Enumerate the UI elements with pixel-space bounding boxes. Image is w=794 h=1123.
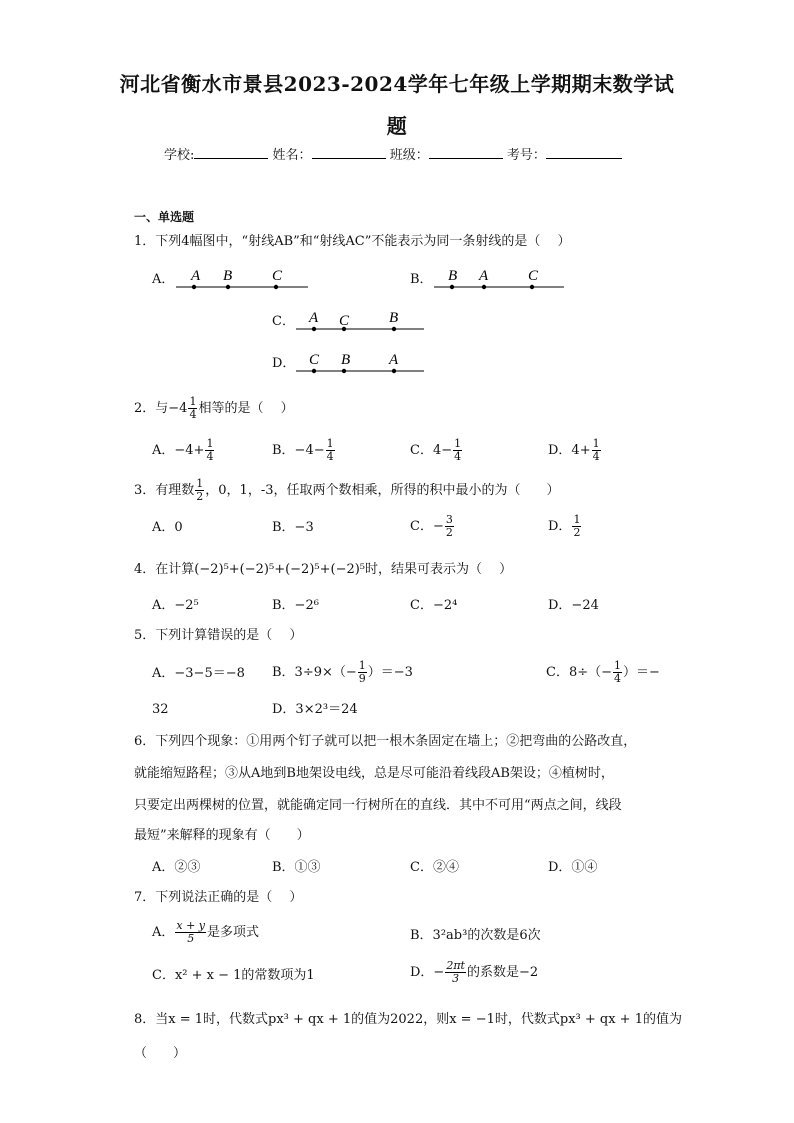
exam-no-label: 考号： bbox=[506, 148, 546, 163]
point-label: C bbox=[528, 268, 539, 284]
point-label: B bbox=[448, 268, 458, 284]
q4-option-a[interactable]: A．−2⁵ bbox=[152, 598, 199, 613]
q3-option-d[interactable]: D． $\frac{1}{2}$ bbox=[548, 513, 581, 539]
point-label: A bbox=[191, 268, 201, 284]
q2-option-d[interactable]: D．4+ $\frac{1}{4}$ bbox=[548, 437, 600, 463]
question-6-line4: 最短”来解释的现象有（ ） bbox=[134, 828, 310, 843]
q1-option-c-figure bbox=[296, 304, 428, 336]
q6-option-a[interactable]: A．②③ bbox=[152, 860, 201, 875]
question-6-line3: 只要定出两棵树的位置，就能确定同一行树所在的直线．其中不可用“两点之间，线段 bbox=[134, 798, 622, 813]
point-label: A bbox=[479, 268, 489, 284]
q5-option-a[interactable]: A．−3−5＝−8 bbox=[152, 666, 245, 681]
question-6-line1: 6．下列四个现象：①用两个钉子就可以把一根木条固定在墙上；②把弯曲的公路改直， bbox=[134, 734, 637, 749]
exam-no-field[interactable] bbox=[546, 146, 622, 159]
student-info bbox=[164, 146, 622, 164]
point-dot bbox=[342, 369, 346, 373]
question-5-stem: 5．下列计算错误的是（ ） bbox=[134, 628, 303, 643]
point-label: A bbox=[309, 310, 319, 326]
point-label: A bbox=[389, 352, 399, 368]
q4-option-c[interactable]: C．−2⁴ bbox=[410, 598, 458, 613]
point-dot bbox=[530, 285, 534, 289]
page-title-cont: 题 bbox=[386, 114, 408, 138]
class-field[interactable] bbox=[429, 146, 503, 159]
point-dot bbox=[482, 285, 486, 289]
point-dot bbox=[312, 369, 316, 373]
q2-option-a[interactable]: A．−4+ $\frac{1}{4}$ bbox=[152, 437, 214, 463]
q5-option-b[interactable]: B．3÷9×（− $\frac{1}{9}$ ）＝−3 bbox=[272, 659, 413, 685]
school-field[interactable] bbox=[194, 146, 268, 159]
q6-option-b[interactable]: B．①③ bbox=[272, 860, 321, 875]
point-dot bbox=[312, 327, 316, 331]
question-8-line2: （ ） bbox=[134, 1046, 187, 1061]
q5-option-d[interactable]: D．3×2³＝24 bbox=[272, 702, 358, 717]
q7-option-c[interactable]: C．x² + x − 1的常数项为1 bbox=[152, 968, 315, 983]
question-7-stem: 7．下列说法正确的是（ ） bbox=[134, 890, 303, 905]
name-label: 姓名： bbox=[272, 148, 312, 163]
q6-option-c[interactable]: C．②④ bbox=[410, 860, 459, 875]
point-dot bbox=[274, 285, 278, 289]
name-field[interactable] bbox=[312, 146, 386, 159]
q5-option-c-cont: 32 bbox=[152, 702, 169, 717]
point-label: B bbox=[223, 268, 233, 284]
q1-option-a-figure bbox=[176, 262, 311, 294]
question-4-stem: 4．在计算(−2)⁵+(−2)⁵+(−2)⁵+(−2)⁵时，结果可表示为（ ） bbox=[134, 562, 513, 577]
q1-option-b-label[interactable]: B． bbox=[410, 272, 433, 287]
point-label: C bbox=[339, 313, 350, 329]
q7-option-d[interactable]: D．− $\frac{2\pi t}{3}$ 的系数是−2 bbox=[410, 959, 539, 985]
question-6-line2: 就能缩短路程；③从A地到B地架设电线，总是尽可能沿着线段AB架设；④植树时， bbox=[134, 766, 614, 781]
q1-option-d-label[interactable]: D． bbox=[272, 356, 296, 371]
point-dot bbox=[392, 369, 396, 373]
section-heading: 一、单选题 bbox=[134, 210, 195, 224]
point-dot bbox=[450, 285, 454, 289]
question-3-stem: 3．有理数 $\frac{1}{2}$ ，0，1，-3，任取两个数相乘，所得的积中最小的为（ ） bbox=[134, 477, 560, 503]
q5-option-c[interactable]: C．8÷（− $\frac{1}{4}$ ）＝− bbox=[546, 659, 660, 685]
point-label: B bbox=[341, 352, 351, 368]
q6-option-d[interactable]: D．①④ bbox=[548, 860, 598, 875]
q7-option-a[interactable]: A． $\frac{x + y}{5}$ 是多项式 bbox=[152, 919, 260, 945]
q2-option-c[interactable]: C．4− $\frac{1}{4}$ bbox=[410, 437, 462, 463]
q4-option-d[interactable]: D．−24 bbox=[548, 598, 599, 613]
q4-option-b[interactable]: B．−2⁶ bbox=[272, 598, 319, 613]
point-label: B bbox=[389, 310, 399, 326]
class-label: 班级： bbox=[389, 148, 429, 163]
q1-option-c-label[interactable]: C． bbox=[272, 314, 295, 329]
point-dot bbox=[392, 327, 396, 331]
q1-option-b-figure bbox=[434, 262, 569, 294]
question-1-stem: 1．下列4幅图中，“射线AB”和“射线AC”不能表示为同一条射线的是（ ） bbox=[134, 234, 571, 249]
point-dot bbox=[192, 285, 196, 289]
q2-option-b[interactable]: B．−4− $\frac{1}{4}$ bbox=[272, 437, 334, 463]
page-title: 河北省衡水市景县2023-2024学年七年级上学期期末数学试 bbox=[119, 72, 675, 96]
q7-option-b[interactable]: B．3²ab³的次数是6次 bbox=[410, 928, 541, 943]
q1-option-a-label[interactable]: A． bbox=[152, 272, 175, 287]
point-dot bbox=[226, 285, 230, 289]
point-label: C bbox=[309, 352, 320, 368]
question-2-stem: 2．与−4 $\frac{1}{4}$ 相等的是（ ） bbox=[134, 395, 294, 421]
q3-option-b[interactable]: B．−3 bbox=[272, 520, 314, 535]
q3-option-c[interactable]: C．− $\frac{3}{2}$ bbox=[410, 513, 453, 539]
q1-option-d-figure bbox=[296, 346, 428, 378]
q3-option-a[interactable]: A．0 bbox=[152, 520, 183, 535]
question-8-line1: 8．当x = 1时，代数式px³ + qx + 1的值为2022，则x = −1时，代数式px³ + qx + 1的值为 bbox=[134, 1012, 682, 1027]
school-label: 学校: bbox=[164, 148, 195, 163]
point-label: C bbox=[272, 268, 283, 284]
